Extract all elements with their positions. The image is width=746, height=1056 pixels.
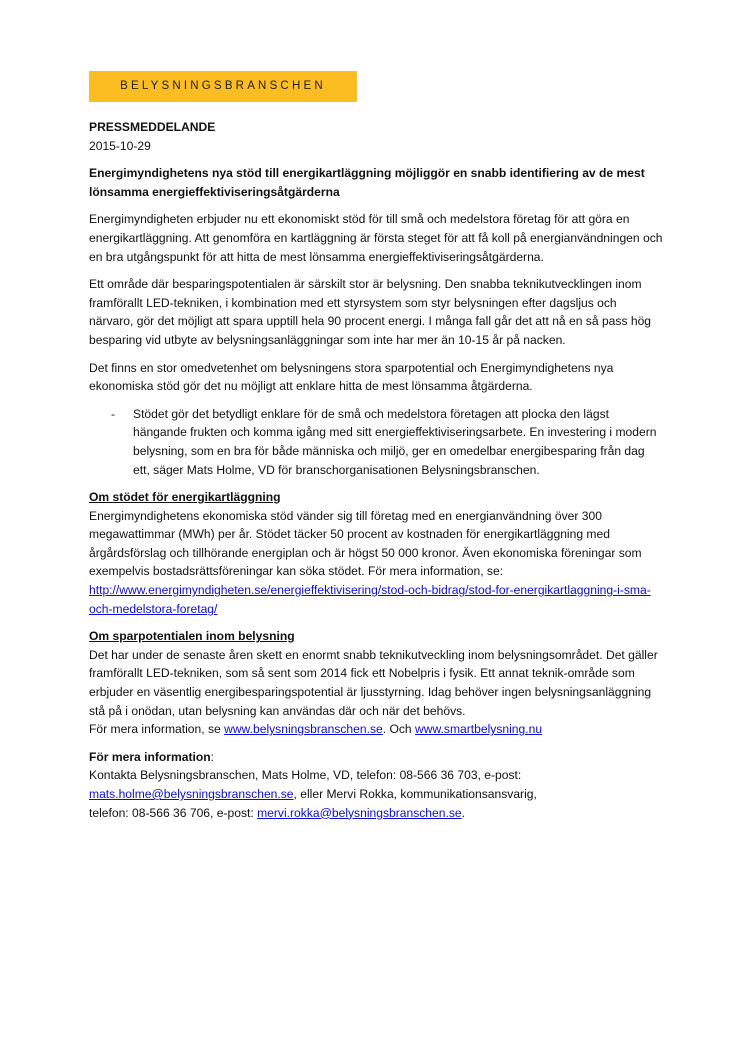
paragraph-awareness: Det finns en stor omedvetenhet om belysningens stora sparpotential och Energimyndighetens nya ekonomiska stöd gör det nu möjligt att enklare hitta de mest lönsamma åtgärderna. [89,360,614,394]
paragraph-intro: Energimyndigheten erbjuder nu ett ekonomiskt stöd för till små och medelstora företag för att göra en energikartläggning. Att genomföra en kartläggning är första steget för att få koll på energianvändningen och en bra utgångspunkt för att hitta de mest lönsamma energieffektiviseringsåtgärderna. [89,212,663,264]
section-savings [89,627,664,739]
contact-heading: För mera information [89,749,211,764]
contact-line-2-text: , eller Mervi Rokka, kommunikationsansvarig, [293,787,537,801]
quote-bullet [89,405,664,479]
press-release-label: PRESSMEDDELANDE [89,120,216,134]
press-release-date: 2015-10-29 [89,138,151,153]
section-support-heading: Om stödet för energikartläggning [89,490,281,505]
logo-text: BELYSNINGSBRANSCHEN [120,80,326,93]
contact-heading-line [89,748,664,767]
belysningsbranschen-link[interactable]: www.belysningsbranschen.se [224,722,383,737]
quote-text: Stödet gör det betydligt enklare för de små och medelstora företagen att plocka den lägst hängande frukten och komma igång med sitt energieffektiviseringsarbete. En investering i modern belysning, som en bra för både människa och miljö, ger en omedelbar energibesparing från dag ett, säger Mats Holme, VD för branschorganisationen Belysningsbranschen. [133,406,657,477]
contact-colon: : [210,749,214,764]
headline: Energimyndighetens nya stöd till energikartläggning möjliggör en snabb identifiering av de mest lönsamma energieffektiviseringsåtgärderna [89,166,645,199]
section-support [89,488,664,618]
section-savings-links [89,720,664,739]
paragraph-lighting-potential: Ett område där besparingspotentialen är särskilt stor är belysning. Den snabba teknikutvecklingen inom framförallt LED-tekniken, i kombination med ett styrsystem som styr belysningen efter dagsljus och närvaro, gör det möjligt att spara upptill hela 90 procent energi. I många fall går det att nå en så pass hög besparing vid utbyte av belysningsanläggningar som inte har mer än 10-15 år på nacken. [89,277,652,347]
links-separator: . Och [382,722,416,737]
energimyndigheten-link[interactable]: http://www.energimyndigheten.se/energieffektivisering/stod-och-bidrag/stod-for-energikartlaggning-i-sma-och-medelstora-foretag/ [89,583,651,616]
contact-line-1: Kontakta Belysningsbranschen, Mats Holme, VD, telefon: 08-566 36 703, e-post: [89,768,522,783]
smartbelysning-link[interactable]: www.smartbelysning.nu [415,722,543,737]
section-savings-text: Det har under de senaste åren skett en enormt snabb teknikutveckling inom belysningsområdet. Det gäller framförallt LED-tekniken, som så sent som 2014 fick ett Nobelpris i fysik. Ett annat teknik-område som erbjuder en väsentlig energibesparingspotential är ljusstyrning. Idag behöver ingen belysningsanläggning stå på i onödan, utan belysning kan användas där och när det behövs. [89,647,658,718]
press-release-body [89,118,664,822]
contact-end: . [461,805,465,820]
contact-line-3 [89,804,664,823]
section-contact [89,748,664,822]
mats-holme-email-link[interactable]: mats.holme@belysningsbranschen.se [89,787,294,801]
section-savings-heading: Om sparpotentialen inom belysning [89,629,295,644]
belysningsbranschen-logo [89,71,357,102]
contact-line-2 [89,785,664,804]
section-support-text: Energimyndighetens ekonomiska stöd vänder sig till företag med en energianvändning över 300 megawattimmar (MWh) per år. Stödet täcker 50 procent av kostnaden för energikartläggning med årgårdsförslag och tillhörande energiplan och är högst 50 000 kronor. Även ekonomiska föreningar som exempelvis bostadsrättsföreningar kan söka stödet. För mera information, se: [89,508,642,579]
bullet-dash: - [111,406,116,421]
contact-line-3-text: telefon: 08-566 36 706, e-post: [89,805,258,820]
more-info-prefix: För mera information, se [89,722,225,737]
mervi-rokka-email-link[interactable]: mervi.rokka@belysningsbranschen.se [257,805,462,820]
